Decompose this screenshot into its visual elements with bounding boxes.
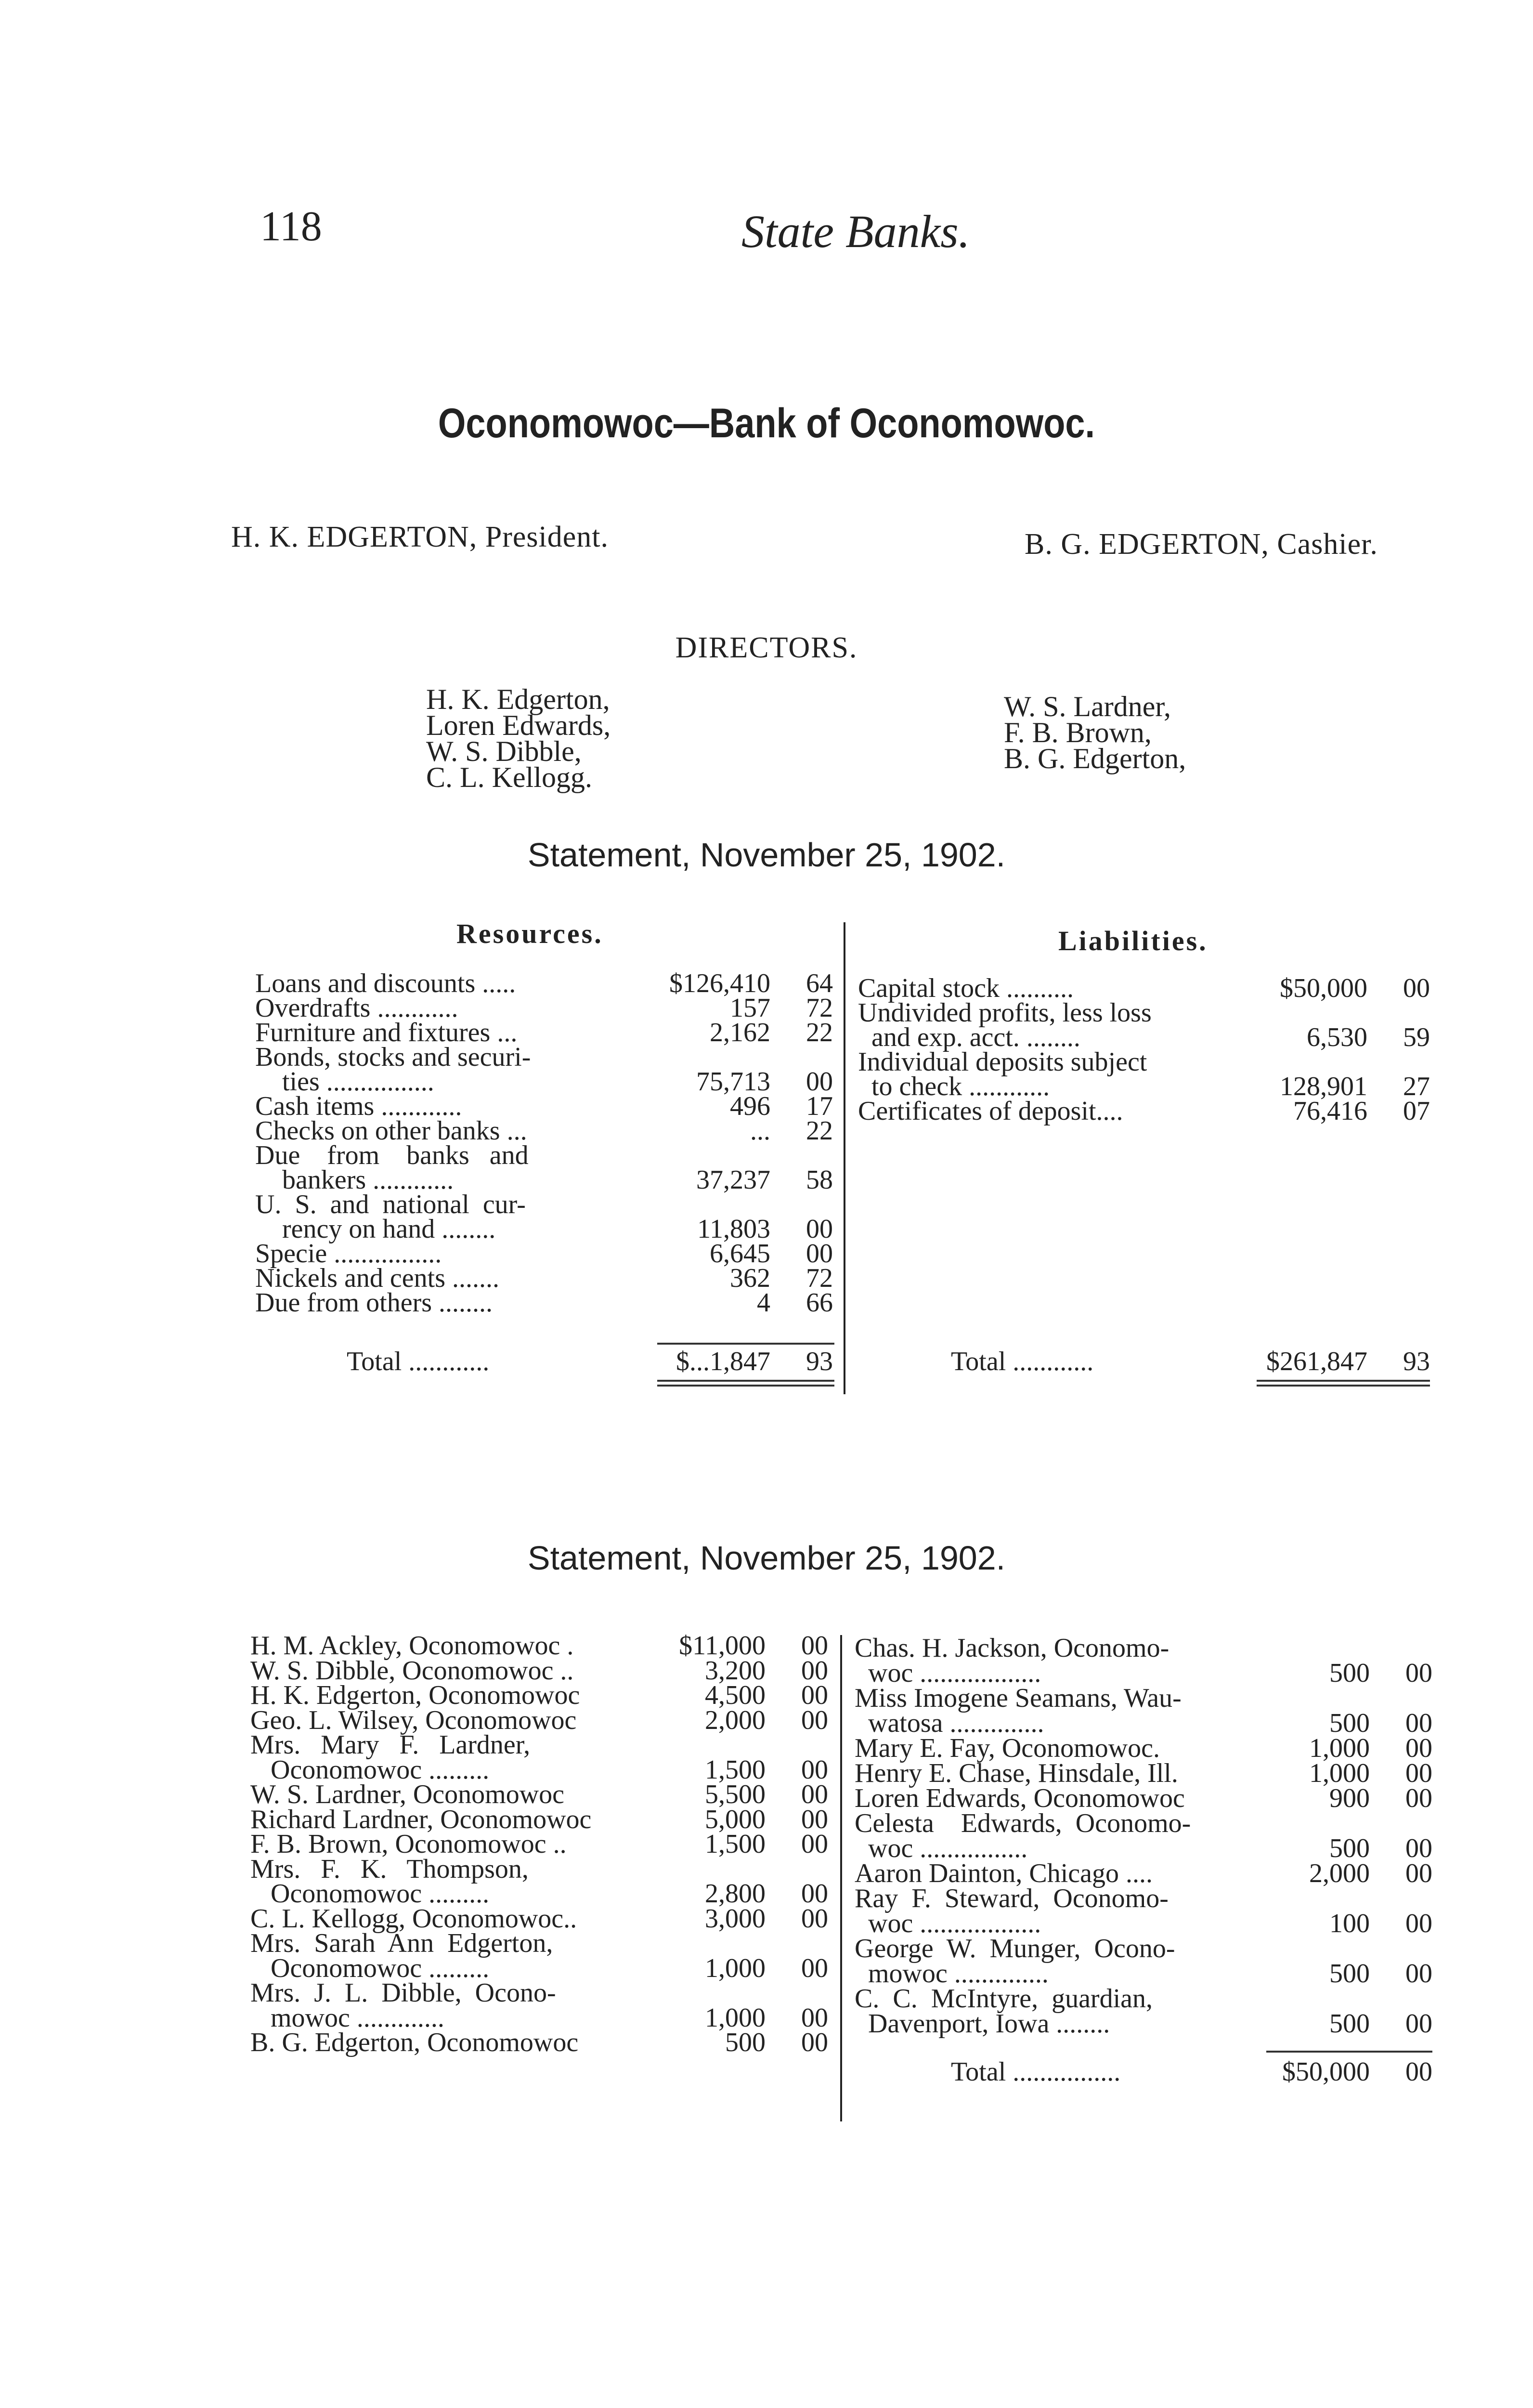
stockholder-row-dollars: 500 bbox=[1329, 1833, 1370, 1863]
stockholder-row-label: Mrs. Mary F. Lardner, bbox=[250, 1730, 531, 1760]
director-name: B. G. Edgerton, bbox=[1004, 743, 1186, 774]
stockholder-row-label: Mrs. Sarah Ann Edgerton, bbox=[250, 1928, 553, 1958]
stockholder-row bbox=[855, 1685, 1432, 1711]
resource-row-cents: 72 bbox=[806, 993, 833, 1023]
stockholder-row bbox=[855, 1635, 1432, 1661]
stockholder-row-dollars: 900 bbox=[1329, 1783, 1370, 1813]
stockholder-row bbox=[250, 1930, 828, 1956]
liability-row-label: Certificates of deposit.... bbox=[858, 1096, 1123, 1126]
directors-right-column bbox=[1004, 691, 1186, 774]
stockholder-row-label: Oconomowoc ......... bbox=[250, 1754, 490, 1785]
stockholder-row-cents: 00 bbox=[801, 1631, 828, 1661]
stockholder-row-label: Mary E. Fay, Oconomowoc. bbox=[855, 1733, 1160, 1763]
resource-row bbox=[255, 1191, 833, 1217]
resource-row-label: Due from others ........ bbox=[255, 1288, 493, 1318]
stockholder-row-label: Celesta Edwards, Oconomo- bbox=[855, 1808, 1191, 1838]
stockholder-row-label: Oconomowoc ......... bbox=[250, 1953, 490, 1983]
liability-row-cents: 07 bbox=[1403, 1096, 1430, 1126]
stockholders-column-divider bbox=[840, 1635, 842, 2121]
stockholder-row bbox=[855, 1735, 1432, 1761]
stockholder-row-cents: 00 bbox=[801, 1879, 828, 1909]
stockholder-row-label: Richard Lardner, Oconomowoc bbox=[250, 1804, 592, 1834]
running-title: State Banks. bbox=[741, 206, 970, 257]
resource-row-dollars: 37,237 bbox=[696, 1165, 770, 1195]
resource-row-label: Checks on other banks ... bbox=[255, 1116, 527, 1146]
stockholder-row bbox=[250, 1903, 828, 1934]
stockholders-total-row bbox=[951, 2059, 1432, 2085]
stockholder-row-label: Loren Edwards, Oconomowoc bbox=[855, 1783, 1185, 1813]
stockholder-row-dollars: 1,000 bbox=[705, 2002, 766, 2033]
stockholders-heading: Statement, November 25, 1902. bbox=[527, 1539, 1006, 1577]
stockholder-row bbox=[855, 1660, 1432, 1686]
director-name: Loren Edwards, bbox=[426, 709, 611, 741]
resources-total-cents: 93 bbox=[806, 1347, 833, 1376]
resource-row-label: Specie ................ bbox=[255, 1239, 442, 1269]
liability-row-label: Undivided profits, less loss bbox=[858, 998, 1152, 1028]
liability-row-label: and exp. acct. ........ bbox=[858, 1022, 1080, 1052]
stockholder-row-label: Chas. H. Jackson, Oconomo- bbox=[855, 1633, 1169, 1663]
stockholder-row-dollars: 500 bbox=[1329, 1708, 1370, 1738]
stockholders-total-dollars: $50,000 bbox=[1282, 2057, 1370, 2087]
stockholders-total-cents: 00 bbox=[1405, 2057, 1432, 2087]
stockholder-row-cents: 00 bbox=[1405, 1733, 1432, 1763]
resources-subtotal-rule bbox=[657, 1343, 834, 1345]
stockholder-row-dollars: 3,200 bbox=[705, 1655, 766, 1686]
liabilities-total-double-rule-2 bbox=[1257, 1385, 1430, 1387]
stockholder-row-dollars: $11,000 bbox=[679, 1631, 766, 1661]
stockholder-row bbox=[250, 1754, 828, 1785]
stockholder-row-cents: 00 bbox=[801, 1903, 828, 1934]
resource-row-dollars: 6,645 bbox=[710, 1239, 770, 1269]
liability-row-dollars: 128,901 bbox=[1280, 1072, 1367, 1101]
liabilities-total-label: Total ............ bbox=[951, 1347, 1094, 1376]
stockholder-row bbox=[250, 1980, 828, 2006]
stockholder-row-label: H. M. Ackley, Oconomowoc . bbox=[250, 1631, 574, 1661]
liability-row bbox=[858, 1049, 1430, 1075]
liability-row-cents: 59 bbox=[1403, 1022, 1430, 1052]
stockholder-row bbox=[250, 2002, 828, 2033]
stockholder-row bbox=[250, 1732, 828, 1758]
liability-row-label: to check ............ bbox=[858, 1072, 1050, 1101]
liability-row-dollars: 76,416 bbox=[1293, 1096, 1367, 1126]
stockholder-row-cents: 00 bbox=[1405, 1783, 1432, 1813]
stockholder-row-label: C. C. McIntyre, guardian, bbox=[855, 1984, 1153, 2014]
stockholders-subtotal-rule bbox=[1266, 2051, 1432, 2053]
stockholder-row bbox=[250, 1633, 828, 1659]
stockholder-row-dollars: 500 bbox=[1329, 1658, 1370, 1688]
liability-row-cents: 00 bbox=[1403, 973, 1430, 1003]
resource-row-dollars: 496 bbox=[730, 1091, 770, 1121]
stockholders-total-label: Total ................ bbox=[951, 2057, 1121, 2087]
stockholder-row bbox=[855, 1835, 1432, 1861]
stockholder-row-cents: 00 bbox=[801, 1705, 828, 1735]
statement-column-divider bbox=[844, 922, 845, 1394]
resource-row-cents: 58 bbox=[806, 1165, 833, 1195]
stockholder-row bbox=[855, 1885, 1432, 1911]
stockholder-row bbox=[855, 1710, 1432, 1736]
resource-row bbox=[255, 970, 833, 996]
stockholder-row-cents: 00 bbox=[801, 1655, 828, 1686]
resource-row-label: rency on hand ........ bbox=[255, 1214, 496, 1244]
page-number: 118 bbox=[260, 203, 322, 250]
resource-row-cents: 66 bbox=[806, 1288, 833, 1318]
stockholder-row-label: Aaron Dainton, Chicago .... bbox=[855, 1858, 1153, 1888]
resources-total-row bbox=[347, 1348, 833, 1374]
liability-row bbox=[858, 1024, 1430, 1050]
resource-row bbox=[255, 1265, 833, 1291]
resource-row bbox=[255, 1044, 833, 1070]
resource-row-cents: 72 bbox=[806, 1263, 833, 1293]
stockholder-row-label: Mrs. J. L. Dibble, Ocono- bbox=[250, 1978, 556, 2008]
stockholder-row-label: George W. Munger, Ocono- bbox=[855, 1934, 1175, 1963]
resource-row-dollars: 75,713 bbox=[696, 1067, 770, 1097]
stockholder-row-dollars: 1,000 bbox=[705, 1953, 766, 1983]
liabilities-total-double-rule bbox=[1257, 1380, 1430, 1382]
stockholder-row bbox=[855, 1785, 1432, 1811]
stockholder-row-dollars: 2,000 bbox=[705, 1705, 766, 1735]
stockholder-row-cents: 00 bbox=[1405, 1758, 1432, 1788]
resource-row-dollars: 4 bbox=[757, 1288, 770, 1318]
liability-row-dollars: $50,000 bbox=[1280, 973, 1367, 1003]
stockholder-row-cents: 00 bbox=[1405, 1658, 1432, 1688]
resource-row-label: Overdrafts ............ bbox=[255, 993, 458, 1023]
resource-row bbox=[255, 1216, 833, 1242]
stockholder-row bbox=[250, 1856, 828, 1882]
resource-row-dollars: $126,410 bbox=[669, 968, 770, 998]
cashier-line: B. G. EDGERTON, Cashier. bbox=[1025, 528, 1378, 561]
stockholder-row bbox=[250, 1781, 828, 1807]
stockholder-row bbox=[855, 1810, 1432, 1836]
liability-row-dollars: 6,530 bbox=[1307, 1022, 1367, 1052]
resources-total-label: Total ............ bbox=[347, 1347, 490, 1376]
stockholder-row-cents: 00 bbox=[801, 1780, 828, 1809]
stockholder-row-cents: 00 bbox=[1405, 1909, 1432, 1938]
resources-total-double-rule bbox=[657, 1380, 834, 1382]
stockholder-row-cents: 00 bbox=[1405, 1708, 1432, 1738]
resource-row-label: Due from banks and bbox=[255, 1140, 529, 1170]
stockholder-row bbox=[250, 1682, 828, 1708]
director-name: H. K. Edgerton, bbox=[426, 683, 610, 715]
stockholder-row-dollars: 500 bbox=[1329, 1959, 1370, 1989]
stockholder-row-label: C. L. Kellogg, Oconomowoc.. bbox=[250, 1903, 577, 1934]
stockholder-row-cents: 00 bbox=[801, 2002, 828, 2033]
resource-row bbox=[255, 1118, 833, 1144]
resource-row bbox=[255, 1241, 833, 1267]
liability-row bbox=[858, 1073, 1430, 1099]
stockholder-row-dollars: 1,000 bbox=[1309, 1733, 1370, 1763]
stockholder-row-dollars: 1,500 bbox=[705, 1754, 766, 1785]
resource-row-label: Bonds, stocks and securi- bbox=[255, 1042, 531, 1072]
resource-row bbox=[255, 1167, 833, 1193]
stockholder-row-label: B. G. Edgerton, Oconomowoc bbox=[250, 2028, 579, 2057]
stockholder-row bbox=[855, 2011, 1432, 2037]
stockholder-row-label: H. K. Edgerton, Oconomowoc bbox=[250, 1680, 580, 1710]
stockholder-row-label: mowoc ............. bbox=[250, 2002, 444, 2033]
stockholder-row-label: Oconomowoc ......... bbox=[250, 1879, 490, 1909]
stockholder-row-dollars: 5,500 bbox=[705, 1780, 766, 1809]
stockholder-row bbox=[855, 1936, 1432, 1962]
stockholder-row-label: Miss Imogene Seamans, Wau- bbox=[855, 1683, 1182, 1713]
stockholder-row-label: woc ................ bbox=[855, 1833, 1028, 1863]
resource-row-dollars: 362 bbox=[730, 1263, 770, 1293]
stockholder-row bbox=[855, 1911, 1432, 1937]
liabilities-heading: Liabilities. bbox=[1058, 925, 1208, 956]
liability-row bbox=[858, 975, 1430, 1001]
stockholder-row bbox=[250, 1707, 828, 1733]
stockholder-row bbox=[250, 1955, 828, 1981]
stockholder-row bbox=[250, 2029, 828, 2055]
statement-heading: Statement, November 25, 1902. bbox=[527, 836, 1006, 874]
resource-row-label: Nickels and cents ....... bbox=[255, 1263, 499, 1293]
directors-heading: DIRECTORS. bbox=[675, 631, 858, 664]
liability-row bbox=[858, 1000, 1430, 1026]
stockholder-row-label: Ray F. Steward, Oconomo- bbox=[855, 1884, 1169, 1913]
stockholder-row-dollars: 500 bbox=[1329, 2009, 1370, 2039]
stockholder-row-cents: 00 bbox=[801, 1680, 828, 1710]
stockholder-row-label: F. B. Brown, Oconomowoc .. bbox=[250, 1829, 567, 1859]
stockholder-row bbox=[855, 1986, 1432, 2012]
resources-total-dollars: $...1,847 bbox=[676, 1347, 770, 1376]
stockholder-row-cents: 00 bbox=[1405, 2009, 1432, 2039]
stockholder-row-dollars: 2,000 bbox=[1309, 1858, 1370, 1888]
stockholder-row bbox=[855, 1961, 1432, 1987]
director-name: C. L. Kellogg. bbox=[426, 761, 592, 793]
stockholder-row-dollars: 3,000 bbox=[705, 1903, 766, 1934]
resource-row bbox=[255, 1020, 833, 1046]
stockholder-row-cents: 00 bbox=[801, 1953, 828, 1983]
stockholder-row-label: watosa .............. bbox=[855, 1708, 1044, 1738]
resource-row-cents: 22 bbox=[806, 1116, 833, 1146]
directors-left-column bbox=[426, 683, 611, 793]
stockholder-row-cents: 00 bbox=[801, 1829, 828, 1859]
stockholder-row-dollars: 2,800 bbox=[705, 1879, 766, 1909]
stockholder-row bbox=[250, 1655, 828, 1686]
resource-row bbox=[255, 1290, 833, 1316]
stockholder-row-label: W. S. Dibble, Oconomowoc .. bbox=[250, 1655, 574, 1686]
resource-row-cents: 64 bbox=[806, 968, 833, 998]
stockholder-row-cents: 00 bbox=[801, 1804, 828, 1834]
director-name: F. B. Brown, bbox=[1004, 717, 1152, 748]
stockholder-row-label: W. S. Lardner, Oconomowoc bbox=[250, 1780, 564, 1809]
stockholder-row-dollars: 1,500 bbox=[705, 1829, 766, 1859]
resource-row-label: bankers ............ bbox=[255, 1165, 454, 1195]
resource-row-label: Loans and discounts ..... bbox=[255, 968, 516, 998]
stockholder-row-cents: 00 bbox=[801, 2028, 828, 2057]
stockholder-row-cents: 00 bbox=[1405, 1858, 1432, 1888]
liabilities-total-cents: 93 bbox=[1403, 1347, 1430, 1376]
stockholder-row-label: mowoc .............. bbox=[855, 1959, 1049, 1989]
stockholder-row-label: Geo. L. Wilsey, Oconomowoc bbox=[250, 1705, 577, 1735]
resource-row bbox=[255, 1069, 833, 1095]
liability-row-label: Individual deposits subject bbox=[858, 1047, 1147, 1077]
resource-row-dollars: 11,803 bbox=[697, 1214, 770, 1244]
president-line: H. K. EDGERTON, President. bbox=[231, 521, 609, 553]
stockholder-row-label: Henry E. Chase, Hinsdale, Ill. bbox=[855, 1758, 1178, 1788]
resource-row bbox=[255, 1142, 833, 1168]
stockholder-row-dollars: 4,500 bbox=[705, 1680, 766, 1710]
resource-row-dollars: 157 bbox=[730, 993, 770, 1023]
stockholder-row-cents: 00 bbox=[1405, 1833, 1432, 1863]
director-name: W. S. Lardner, bbox=[1004, 691, 1171, 722]
stockholder-row-cents: 00 bbox=[1405, 1959, 1432, 1989]
resources-total-double-rule-2 bbox=[657, 1385, 834, 1387]
resource-row-cents: 22 bbox=[806, 1018, 833, 1047]
director-name: W. S. Dibble, bbox=[426, 735, 582, 767]
resource-row bbox=[255, 995, 833, 1021]
resource-row bbox=[255, 1093, 833, 1119]
liability-row-label: Capital stock .......... bbox=[858, 973, 1074, 1003]
stockholder-row-dollars: 5,000 bbox=[705, 1804, 766, 1834]
stockholder-row-label: woc .................. bbox=[855, 1658, 1041, 1688]
liability-row bbox=[858, 1098, 1430, 1124]
resource-row-label: U. S. and national cur- bbox=[255, 1190, 526, 1219]
resource-row-cents: 17 bbox=[806, 1091, 833, 1121]
stockholder-row bbox=[855, 1760, 1432, 1786]
resource-row-dollars: 2,162 bbox=[710, 1018, 770, 1047]
liability-row-cents: 27 bbox=[1403, 1072, 1430, 1101]
resource-row-label: Furniture and fixtures ... bbox=[255, 1018, 518, 1047]
stockholder-row-cents: 00 bbox=[801, 1754, 828, 1785]
resource-row-label: Cash items ............ bbox=[255, 1091, 462, 1121]
stockholder-row bbox=[250, 1831, 828, 1857]
stockholder-row-dollars: 1,000 bbox=[1309, 1758, 1370, 1788]
resource-row-cents: 00 bbox=[806, 1067, 833, 1097]
resource-row-label: ties ................ bbox=[255, 1067, 434, 1097]
resource-row-cents: 00 bbox=[806, 1239, 833, 1269]
stockholder-row bbox=[250, 1806, 828, 1832]
stockholder-row-label: Mrs. F. K. Thompson, bbox=[250, 1854, 529, 1884]
liabilities-total-dollars: $261,847 bbox=[1266, 1347, 1367, 1376]
resource-row-cents: 00 bbox=[806, 1214, 833, 1244]
stockholder-row bbox=[250, 1881, 828, 1907]
stockholder-row-label: woc .................. bbox=[855, 1909, 1041, 1938]
stockholder-row-dollars: 100 bbox=[1329, 1909, 1370, 1938]
stockholder-row bbox=[855, 1860, 1432, 1886]
stockholder-row-label: Davenport, Iowa ........ bbox=[855, 2009, 1110, 2039]
stockholder-row-dollars: 500 bbox=[725, 2028, 766, 2057]
resources-heading: Resources. bbox=[456, 918, 603, 949]
bank-title: Oconomowoc—Bank of Oconomowoc. bbox=[438, 400, 1095, 446]
resource-row-dollars: ... bbox=[750, 1116, 770, 1146]
liabilities-total-row bbox=[951, 1348, 1430, 1374]
